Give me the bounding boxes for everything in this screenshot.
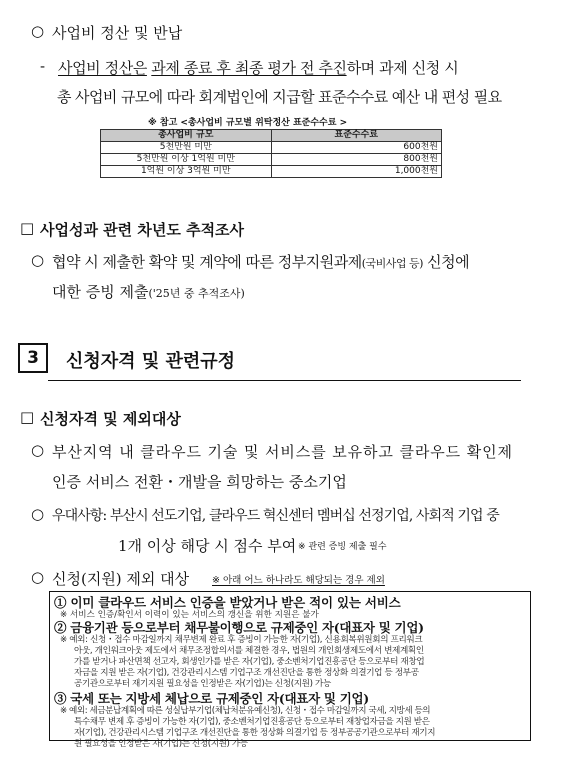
exclusion-note-line: 공기관으로부터 재기지원 필요성을 인정받은 자(기업)는 신청(지원) 가능 — [74, 679, 331, 689]
table-caption: ※ 참고 <총사업비 규모별 위탁정산 표준수수료 > — [148, 118, 348, 128]
exclusion-note: ※ 아래 어느 하나라도 해당되는 경우 제외 — [212, 575, 385, 586]
text-part-small: (국비사업 등) — [361, 257, 423, 270]
eligibility-line-2: 인증 서비스 전환・개발을 희망하는 중소기업 — [52, 473, 347, 491]
exclusion-note-line: ※ 예외: 세금분납계획에 따른 성실납부기업(체납처분유예신청), 신청・접수 마감일까지 국세, 지방세 등의 — [60, 706, 431, 716]
column-header: 총사업비 규모 — [101, 130, 272, 142]
preference-line-1: 우대사항: 부산시 선도기업, 클라우드 혁신센터 멤버십 선정기업, 사회적 기업 중 — [52, 508, 499, 524]
underlined-phrase-1: 사업비 정산은 — [58, 59, 147, 77]
section-heading: 신청자격 및 제외대상 — [40, 410, 181, 428]
text-part: 협약 시 제출한 확약 및 계약에 따른 정부지원과제 — [52, 253, 362, 271]
tracking-line-2 — [52, 281, 245, 302]
preference-line-2: 1개 이상 해당 시 점수 부여 — [118, 537, 297, 555]
table-row — [101, 142, 442, 154]
exclusion-item-1: ① 이미 클라우드 서비스 인증을 받았거나 받은 적이 있는 서비스 — [54, 595, 401, 610]
bullet-circle: ○ — [31, 22, 45, 40]
underlined-phrase-2: 과제 종료 후 최종 평가 전 추진 — [151, 59, 347, 77]
table-cell: 1억원 이상 3억원 미만 — [101, 166, 272, 178]
text-part: 대한 증빙 제출 — [52, 283, 149, 301]
settlement-line-2: 총 사업비 규모에 따라 회계법인에 지급할 표준수수료 예산 내 편성 필요 — [57, 88, 502, 106]
exclusion-heading: 신청(지원) 제외 대상 — [52, 570, 190, 588]
section-divider — [48, 380, 521, 381]
exclusion-item-1-note: ※ 서비스 인증/확인서 이력이 있는 서비스의 갱신을 위한 지원은 불가 — [60, 610, 319, 620]
table-cell: 5천만원 미만 — [101, 142, 272, 154]
exclusion-item-2: ② 금융기관 등으로부터 채무불이행으로 규제중인 자(대표자 및 기업) — [54, 620, 424, 635]
bullet-circle: ○ — [31, 441, 45, 459]
dash-marker: - — [40, 57, 46, 75]
bullet-circle: ○ — [31, 568, 45, 586]
box-marker: □ — [20, 408, 35, 426]
evidence-note: ※ 관련 증빙 제출 필수 — [298, 542, 387, 552]
exclusion-item-3: ③ 국세 또는 지방세 체납으로 규제중인 자(대표자 및 기업) — [54, 691, 369, 706]
line-rest: 하며 과제 신청 시 — [346, 59, 459, 77]
table-row — [101, 154, 442, 166]
text-part-small: ('25년 중 추적조사) — [148, 287, 245, 300]
exclusion-note-line: 특수채무 변제 후 증빙이 가능한 자(기업), 중소벤처기업진흥공단 등으로부터 재창업자금을 지원 받은 — [74, 717, 430, 727]
exclusion-note-line: 아웃, 개인워크아웃 제도에서 채무조정합의서를 체결한 경우, 법원의 개인회생제도에서 변제계획인 — [74, 646, 424, 656]
exclusion-note-line: ※ 예외: 신청・접수 마감일까지 채무변제 완료 후 증빙이 가능한 자(기업), 신용회복위원회의 프리워크 — [60, 635, 423, 645]
fee-table — [100, 129, 442, 178]
settlement-line-1 — [58, 57, 458, 78]
section-number: 3 — [18, 343, 48, 373]
tracking-line-1 — [52, 251, 469, 272]
text-part: 신청에 — [422, 253, 470, 271]
bullet-circle: ○ — [31, 251, 45, 269]
exclusion-note-line: 자(기업), 건강관리시스템 기업구조 개선진단을 통한 정상화 의결기업 등 정부공공기관으로부터 재기지 — [74, 728, 436, 738]
box-marker: □ — [20, 219, 35, 237]
item-heading: 사업비 정산 및 반납 — [52, 24, 183, 42]
table-header-row — [101, 130, 442, 142]
table-cell: 5천만원 이상 1억원 미만 — [101, 154, 272, 166]
eligibility-line-1: 부산지역 내 클라우드 기술 및 서비스를 보유하고 클라우드 확인제 — [52, 443, 513, 461]
column-header: 표준수수료 — [271, 130, 442, 142]
section-heading: 사업성과 관련 차년도 추적조사 — [40, 221, 245, 239]
exclusion-note-line: 가를 받거나 파산면책 선고자, 회생인가를 받은 자(기업), 중소벤처기업진흥공단 등으로부터 재창업 — [74, 657, 425, 667]
exclusion-note-line: 원 필요성을 인정받은 자(기업)는 신청(지원) 가능 — [74, 739, 248, 749]
table-row — [101, 166, 442, 178]
exclusion-note-line: 자금을 지원 받은 자(기업), 건강관리시스템 기업구조 개선진단을 통한 정상화 의결기업 등 정부공 — [74, 668, 419, 678]
section-title: 신청자격 및 관련규정 — [66, 351, 236, 372]
table-cell: 600천원 — [271, 142, 442, 154]
bullet-circle: ○ — [31, 505, 45, 523]
table-cell: 800천원 — [271, 154, 442, 166]
table-cell: 1,000천원 — [271, 166, 442, 178]
